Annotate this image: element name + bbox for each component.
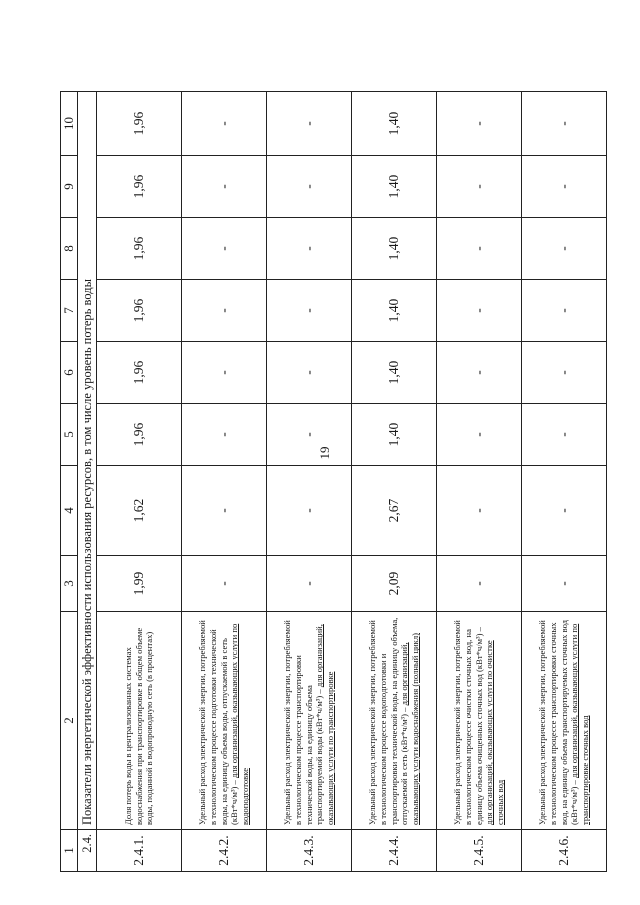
row-description: Доля потерь воды в централизованных системах водоснабжения при транспортировке в общем объеме воды, поданной в водопроводную сеть (в процентах) xyxy=(97,612,182,830)
column-header: 4 xyxy=(61,466,78,556)
value-cell: 1,62 xyxy=(97,466,182,556)
value-cell: - xyxy=(522,156,607,218)
value-cell: 1,40 xyxy=(352,404,437,466)
table-row xyxy=(97,92,182,872)
value-cell: - xyxy=(437,404,522,466)
section-title: Показатели энергетической эффективности использования ресурсов, в том числе уровень потерь воды xyxy=(78,92,97,830)
column-header: 9 xyxy=(61,156,78,218)
indicators-table xyxy=(60,91,607,872)
value-cell: - xyxy=(437,92,522,156)
column-header: 10 xyxy=(61,92,78,156)
column-header: 6 xyxy=(61,342,78,404)
section-number: 2.4. xyxy=(78,830,97,872)
value-cell: - xyxy=(182,92,267,156)
row-code: 2.4.6. xyxy=(522,830,607,872)
value-cell: - xyxy=(182,556,267,612)
value-cell: 1,96 xyxy=(97,342,182,404)
value-cell: - xyxy=(182,404,267,466)
value-cell: 1,40 xyxy=(352,156,437,218)
value-cell: 1,96 xyxy=(97,404,182,466)
value-cell: - xyxy=(437,280,522,342)
table-row xyxy=(267,92,352,872)
value-cell: - xyxy=(182,218,267,280)
value-cell: - xyxy=(522,556,607,612)
value-cell: - xyxy=(522,342,607,404)
value-cell: 1,40 xyxy=(352,218,437,280)
value-cell: 1,40 xyxy=(352,280,437,342)
row-description: Удельный расход электрической энергии, потребляемой в технологическом процессе транспортировки технической воды, на единицу объема транспортируемой воды (кВт*ч/м³) – для организаций, оказывающих услуги по транспортировке xyxy=(267,612,352,830)
row-description: Удельный расход электрической энергии, потребляемой в технологическом процессе транспортировки сточных вод, на единицу объема транспортируемых сточных вод (кВт*ч/м³) – для организаций, оказывающих услуги по транспортировке сточных вод xyxy=(522,612,607,830)
column-header: 3 xyxy=(61,556,78,612)
value-cell: 1,96 xyxy=(97,156,182,218)
row-code: 2.4.5. xyxy=(437,830,522,872)
column-header: 8 xyxy=(61,218,78,280)
value-cell: 2,09 xyxy=(352,556,437,612)
value-cell: 1,99 xyxy=(97,556,182,612)
value-cell: - xyxy=(522,92,607,156)
value-cell: - xyxy=(522,218,607,280)
value-cell: - xyxy=(437,466,522,556)
section-row xyxy=(78,92,97,872)
row-code: 2.4.3. xyxy=(267,830,352,872)
column-header: 7 xyxy=(61,280,78,342)
table-row xyxy=(437,92,522,872)
header-row xyxy=(61,92,78,872)
page-number: 19 xyxy=(317,446,332,460)
value-cell: 1,40 xyxy=(352,92,437,156)
rotated-table-container xyxy=(60,92,591,872)
row-description: Удельный расход электрической энергии, потребляемой в технологическом процессе подготовки технической воды, на единицу объема воды, отпускаемой в сеть (кВт*ч/м³) – для организаций, оказывающих услуги по водоподготовке xyxy=(182,612,267,830)
value-cell: - xyxy=(437,156,522,218)
value-cell: - xyxy=(267,280,352,342)
value-cell: - xyxy=(267,156,352,218)
column-header: 2 xyxy=(61,612,78,830)
value-cell: 1,96 xyxy=(97,218,182,280)
value-cell: - xyxy=(182,466,267,556)
value-cell: - xyxy=(437,218,522,280)
value-cell: - xyxy=(267,466,352,556)
value-cell: 1,40 xyxy=(352,342,437,404)
value-cell: - xyxy=(522,466,607,556)
value-cell: - xyxy=(267,404,352,466)
value-cell: 2,67 xyxy=(352,466,437,556)
row-code: 2.4.4. xyxy=(352,830,437,872)
value-cell: - xyxy=(522,404,607,466)
column-header: 1 xyxy=(61,830,78,872)
table-row xyxy=(522,92,607,872)
value-cell: 1,96 xyxy=(97,92,182,156)
table-row xyxy=(182,92,267,872)
value-cell: - xyxy=(437,556,522,612)
value-cell: - xyxy=(267,92,352,156)
column-header: 5 xyxy=(61,404,78,466)
row-code: 2.4.1. xyxy=(97,830,182,872)
value-cell: - xyxy=(182,342,267,404)
value-cell: - xyxy=(267,556,352,612)
row-code: 2.4.2. xyxy=(182,830,267,872)
row-description: Удельный расход электрической энергии, потребляемой в технологическом процессе водоподготовки и транспортировки технической воды, на единицу объема, отпускаемой в сеть (кВт*ч/м³) – для организаций, оказывающих услуги водоснабжения (полный цикл) xyxy=(352,612,437,830)
value-cell: - xyxy=(267,342,352,404)
value-cell: - xyxy=(267,218,352,280)
value-cell: - xyxy=(437,342,522,404)
value-cell: - xyxy=(182,280,267,342)
value-cell: - xyxy=(522,280,607,342)
value-cell: 1,96 xyxy=(97,280,182,342)
value-cell: - xyxy=(182,156,267,218)
row-description: Удельный расход электрической энергии, потребляемой в технологическом процессе очистки сточных вод, на единицу объема очищенных сточных вод (кВт*ч/м³) – для организаций, оказывающих услуги по очистке сточных вод xyxy=(437,612,522,830)
table-row xyxy=(352,92,437,872)
